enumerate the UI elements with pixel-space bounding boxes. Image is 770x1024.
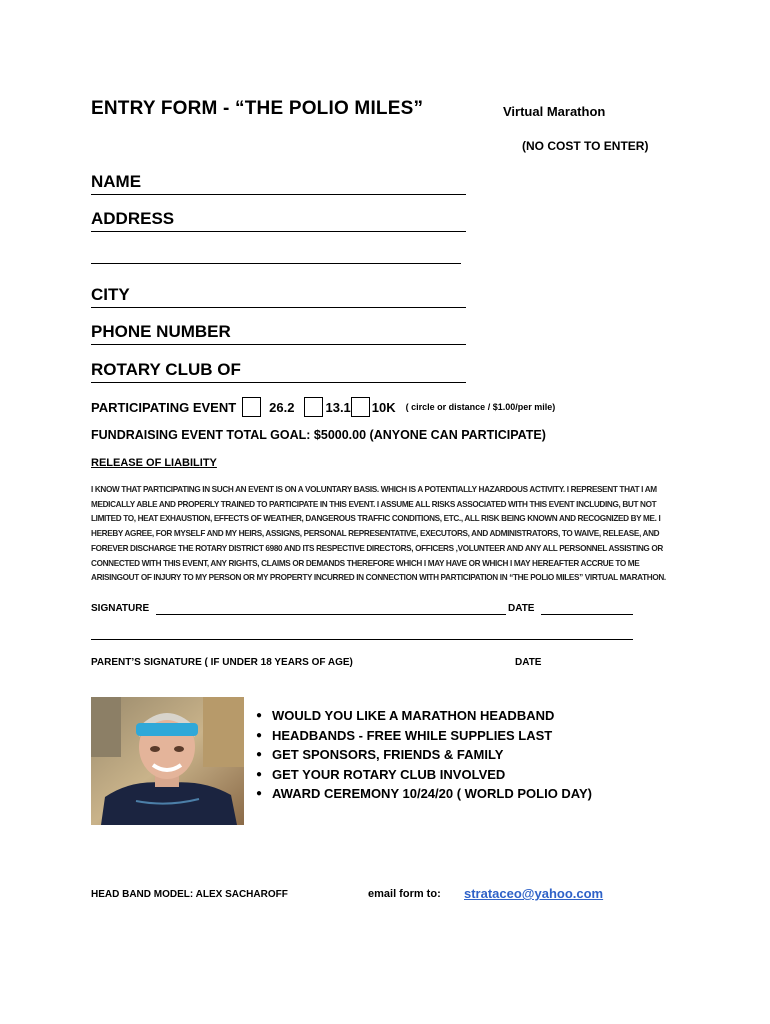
signature-label: SIGNATURE — [91, 603, 150, 614]
signature-line[interactable] — [156, 614, 506, 615]
bullet-icon: ● — [256, 729, 263, 741]
release-text: I KNOW THAT PARTICIPATING IN SUCH AN EVENT IS ON A VOLUNTARY BASIS. WHICH IS A POTENTIALLY HAZARDOUS ACTIVITY. I REPRESENT THAT I AM MEDICALLY ABLE AND PROPERLY TRAINED TO PARTICIPATE IN THIS EVENT. I ASSUME ALL RISKS ASSOCIATED WITH THIS EVENT INCLUDING, BUT NOT LIMITED TO, HEAT EXHAUSTION, EFFECTS OF WEATHER, DANGEROUS TRAFFIC CONDITIONS, ETC., ALL RISK BEING KNOWN AND RECOGNIZED BY ME. I HEREBY AGREE, FOR MYSELF AND MY HEIRS, ASSIGNS, PERSONAL REPRESENTATIVE, EXECUTORS, AND ADMINISTRATORS, TO WAIVE, RELEASE, AND FOREVER DISCHARGE THE ROTARY DISTRICT 6980 AND ITS RESPECTIVE DIRECTORS, OFFICERS ,VOLUNTEER AND ANY ALL PERSONNEL ASSISTING OR CONNECTED WITH THIS EVENT, ANY RIGHTS, CLAIMS OR DEMANDS THEREFORE WHICH I MAY HAVE OR WHICH I MAY HEREAFTER ACCRUE TO ME ARISINGOUT OF INJURY TO MY PERSON OR MY PROPERTY INCURRED IN CONNECTION WITH PARTICIPATION IN “THE POLIO MILES” VIRTUAL MARATHON. — [91, 485, 666, 583]
option-13-1: 13.1 — [325, 399, 351, 415]
participating-note: ( circle or distance / $1.00/per mile) — [405, 402, 556, 412]
list-item: ● GET SPONSORS, FRIENDS & FAMILY — [256, 745, 592, 765]
phone-field[interactable] — [91, 322, 466, 345]
email-label: email form to: — [368, 888, 441, 900]
rotary-label: ROTARY CLUB OF — [91, 360, 241, 379]
cost-note: (NO COST TO ENTER) — [522, 139, 649, 153]
headband-model-caption: HEAD BAND MODEL: ALEX SACHAROFF — [91, 889, 288, 900]
headband-model-photo — [91, 697, 244, 825]
name-label: NAME — [91, 172, 142, 191]
email-link[interactable]: strataceo@yahoo.com — [464, 886, 604, 901]
rotary-club-field[interactable] — [91, 360, 466, 383]
list-item: ● HEADBANDS - FREE WHILE SUPPLIES LAST — [256, 726, 592, 746]
bullet-icon: ● — [256, 768, 263, 780]
address-field[interactable] — [91, 209, 466, 232]
benefits-list — [256, 706, 592, 804]
address-label: ADDRESS — [91, 209, 175, 228]
participating-event — [91, 397, 555, 417]
checkbox-13-1[interactable] — [304, 397, 323, 417]
bullet-icon: ● — [256, 710, 263, 721]
address-line-2[interactable] — [91, 263, 461, 264]
city-field[interactable] — [91, 285, 466, 308]
form-title: ENTRY FORM - “THE POLIO MILES” — [91, 98, 424, 119]
bullet-icon: ● — [256, 749, 263, 761]
parent-signature-line[interactable] — [91, 639, 633, 640]
parent-signature-label: PARENT’S SIGNATURE ( IF UNDER 18 YEARS OF AGE) — [91, 657, 353, 668]
fundraising-goal: FUNDRAISING EVENT TOTAL GOAL: $5000.00 (ANYONE CAN PARTICIPATE) — [91, 428, 546, 442]
participating-label: PARTICIPATING EVENT — [91, 399, 237, 415]
option-26-2: 26.2 — [269, 399, 295, 415]
signature-date-line[interactable] — [541, 614, 633, 615]
list-item: ● GET YOUR ROTARY CLUB INVOLVED — [256, 765, 592, 785]
bullet-icon: ● — [256, 788, 263, 800]
name-field[interactable] — [91, 172, 466, 195]
phone-label: PHONE NUMBER — [91, 322, 231, 341]
form-subtitle: Virtual Marathon — [503, 104, 606, 119]
list-item: ● WOULD YOU LIKE A MARATHON HEADBAND — [256, 706, 592, 726]
checkbox-26-2[interactable] — [242, 397, 261, 417]
option-10k: 10K — [371, 399, 396, 415]
parent-date-label: DATE — [515, 657, 542, 668]
city-label: CITY — [91, 285, 130, 304]
checkbox-10k[interactable] — [351, 397, 370, 417]
list-item: ● AWARD CEREMONY 10/24/20 ( WORLD POLIO DAY) — [256, 784, 592, 804]
signature-date-label: DATE — [508, 603, 535, 614]
release-heading: RELEASE OF LIABILITY — [91, 457, 217, 469]
